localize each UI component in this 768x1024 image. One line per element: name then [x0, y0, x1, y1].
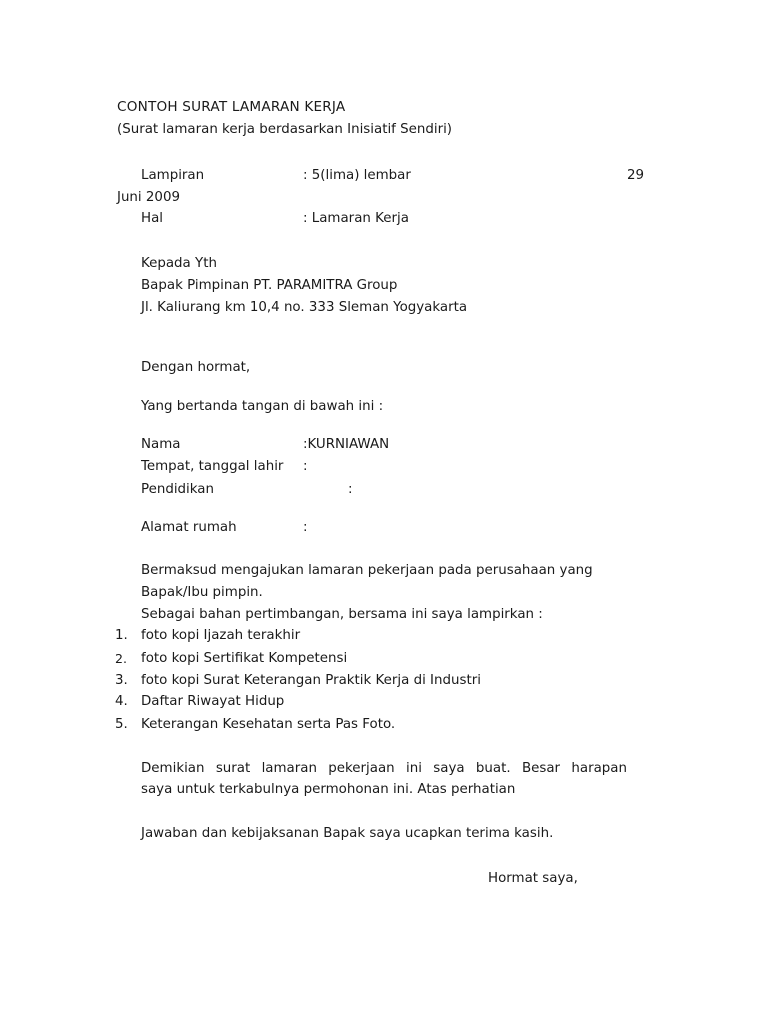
list-item-number: 2.	[115, 651, 128, 666]
alamat-value: :	[303, 520, 308, 535]
body-para1-line1: Bermaksud mengajukan lamaran pekerjaan pada perusahaan yang	[141, 563, 593, 578]
letter-subtitle: (Surat lamaran kerja berdasarkan Inisiatif Sendiri)	[117, 122, 453, 137]
lampiran-label: Lampiran	[141, 168, 205, 183]
list-item-text: Keterangan Kesehatan serta Pas Foto.	[141, 717, 396, 732]
greeting: Dengan hormat,	[141, 360, 251, 375]
nama-label: Nama	[141, 437, 181, 452]
hal-label: Hal	[141, 211, 163, 226]
hal-value: : Lamaran Kerja	[303, 211, 409, 226]
date-month-year: Juni 2009	[117, 190, 180, 205]
ttl-label: Tempat, tanggal lahir	[141, 459, 284, 474]
list-item-number: 5.	[115, 717, 128, 732]
lampiran-value: : 5(lima) lembar	[303, 168, 411, 183]
list-item-text: Daftar Riwayat Hidup	[141, 694, 285, 709]
body-para2: Sebagai bahan pertimbangan, bersama ini saya lampirkan :	[141, 607, 543, 622]
alamat-label: Alamat rumah	[141, 520, 237, 535]
list-item-text: foto kopi Ijazah terakhir	[141, 628, 301, 643]
list-item-text: foto kopi Surat Keterangan Praktik Kerja di Industri	[141, 673, 481, 688]
pendidikan-label: Pendidikan	[141, 482, 214, 497]
intro-line: Yang bertanda tangan di bawah ini :	[141, 399, 384, 414]
closing-para1-line1: Demikian surat lamaran pekerjaan ini saya buat. Besar harapan	[141, 761, 627, 776]
recipient-line-1: Kepada Yth	[141, 256, 217, 271]
list-item-number: 4.	[115, 694, 128, 709]
list-item-number: 1.	[115, 628, 128, 643]
recipient-line-2: Bapak Pimpinan PT. PARAMITRA Group	[141, 278, 398, 293]
pendidikan-value: :	[348, 482, 353, 497]
list-item-number: 3.	[115, 673, 128, 688]
nama-value: :KURNIAWAN	[303, 437, 390, 452]
date-day: 29	[627, 168, 645, 183]
signoff: Hormat saya,	[488, 871, 578, 886]
closing-para2: Jawaban dan kebijaksanan Bapak saya ucapkan terima kasih.	[141, 826, 554, 841]
ttl-value: :	[303, 459, 308, 474]
letter-title: CONTOH SURAT LAMARAN KERJA	[117, 99, 346, 115]
body-para1-line2: Bapak/Ibu pimpin.	[141, 585, 263, 600]
list-item-text: foto kopi Sertifikat Kompetensi	[141, 651, 348, 666]
closing-para1-line2: saya untuk terkabulnya permohonan ini. Atas perhatian	[141, 782, 516, 797]
recipient-address: Jl. Kaliurang km 10,4 no. 333 Sleman Yogyakarta	[141, 300, 468, 315]
